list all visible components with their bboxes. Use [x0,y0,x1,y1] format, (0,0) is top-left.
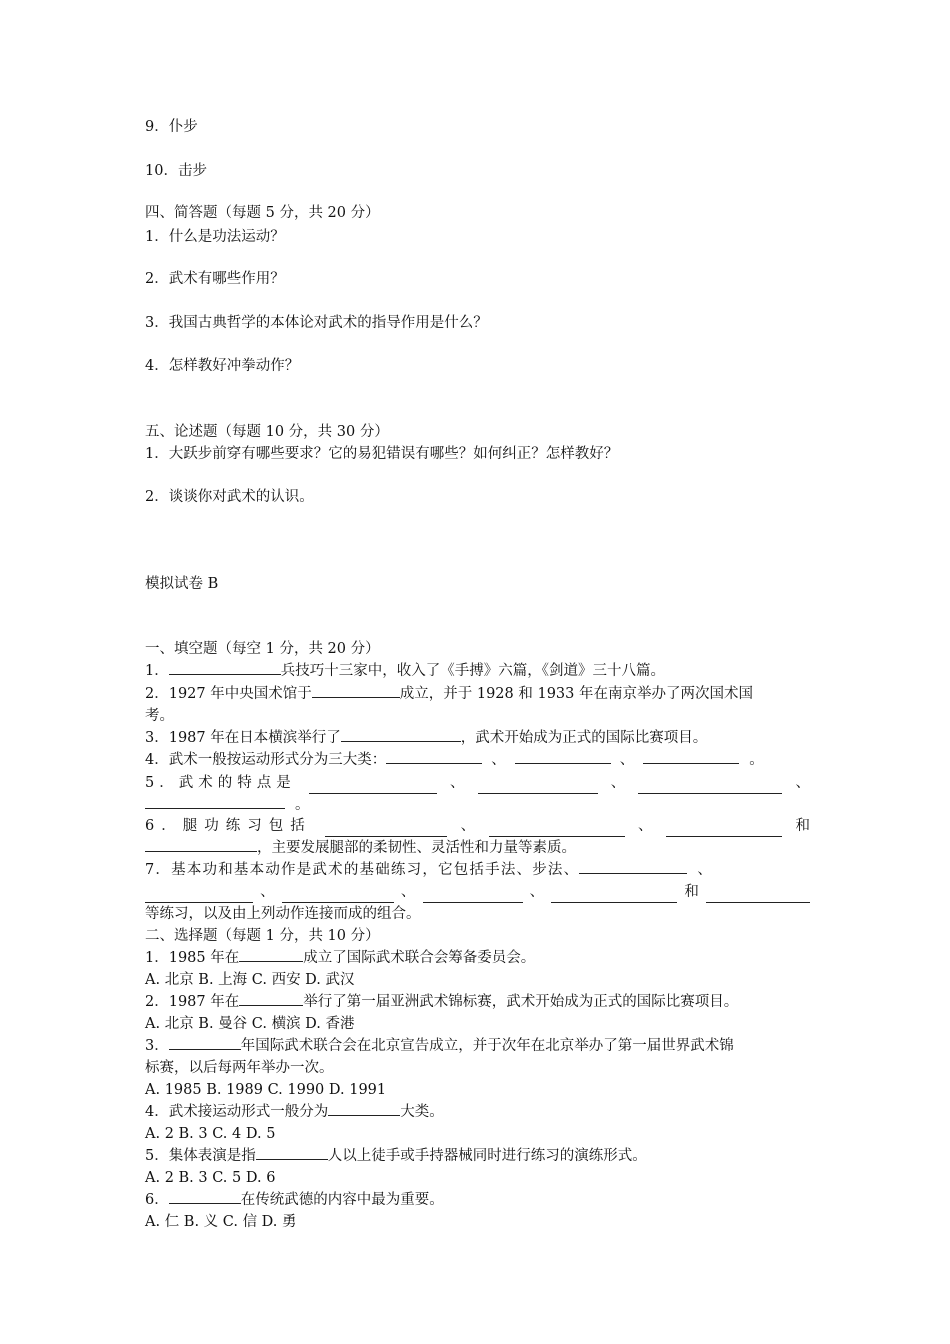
separator: 、 [795,775,810,791]
separator: 、 [460,818,476,834]
fill-q1-number: 1． [145,663,169,679]
conjunction: 和 [795,818,810,834]
fill-question-5 [145,772,810,794]
fill-question-4 [145,749,810,771]
fill-question-2-cont: 考。 [145,708,174,724]
section-5-item-1: 1．大跃步前穿有哪些要求？它的易犯错误有哪些？如何纠正？怎样教好？ [145,446,619,462]
choice-q4-text-a: 4．武术接运动形式一般分为 [145,1104,329,1120]
answer-blank[interactable] [169,1189,241,1204]
fill-q2-text-a: 2．1927 年中央国术馆于 [145,686,312,702]
choice-q5-options: A. 2 B. 3 C. 5 D. 6 [145,1170,276,1186]
section-5-heading: 五、论述题（每题 10 分，共 30 分） [145,424,389,440]
fill-q2-text-b: 成立，并于 1928 和 1933 年在南京举办了两次国术国 [399,686,753,702]
answer-blank[interactable] [638,779,782,794]
answer-blank[interactable] [489,822,625,837]
fill-question-5-cont [145,794,810,816]
answer-blank[interactable] [515,749,611,764]
period: 。 [295,797,310,813]
separator: 、 [529,884,545,900]
fill-q1-text: 兵技巧十三家中，收入了《手搏》六篇，《剑道》三十八篇。 [280,663,665,679]
fill-question-3 [145,727,810,749]
answer-blank[interactable] [551,888,677,903]
answer-blank[interactable] [169,1035,241,1050]
choice-q6-text-b: 在传统武德的内容中最为重要。 [240,1192,444,1208]
answer-blank[interactable] [325,822,447,837]
separator: 、 [697,862,712,878]
fill-question-7-cont [145,881,810,903]
fill-question-1 [145,660,810,682]
section-4-item-2: 2．武术有哪些作用？ [145,271,285,287]
section-4-item-1: 1．什么是功法运动？ [145,229,285,245]
separator: 、 [610,775,626,791]
question-9: 9．仆步 [145,119,198,135]
choice-q1-options: A. 北京 B. 上海 C. 西安 D. 武汉 [145,972,355,988]
choice-q3-number: 3． [145,1038,169,1054]
fill-q6-text: 6．腿功练习包括 [145,818,312,834]
choice-q1-text-a: 1．1985 年在 [145,950,240,966]
fill-question-6-cont [145,837,810,859]
answer-blank[interactable] [145,794,285,809]
fill-q3-text-a: 3．1987 年在日本横滨举行了 [145,730,341,746]
fill-q5-text: 5．武术的特点是 [145,775,296,791]
separator: 、 [449,775,465,791]
answer-blank[interactable] [239,947,303,962]
choice-q5-text-a: 5．集体表演是指 [145,1148,256,1164]
choice-question-4 [145,1101,810,1123]
conjunction: 和 [684,884,699,900]
answer-blank[interactable] [666,822,782,837]
fill-q3-text-b: ，武术开始成为正式的国际比赛项目。 [460,730,708,746]
choice-heading: 二、选择题（每题 1 分，共 10 分） [145,928,380,944]
answer-blank[interactable] [706,888,810,903]
choice-q2-text-a: 2．1987 年在 [145,994,240,1010]
answer-blank[interactable] [643,749,739,764]
fill-question-2 [145,683,810,705]
choice-question-6 [145,1189,810,1211]
choice-question-3-cont: 标赛，以后每两年举办一次。 [145,1060,334,1076]
choice-q5-text-b: 人以上徒手或手持器械同时进行练习的演练形式。 [327,1148,647,1164]
answer-blank[interactable] [145,888,253,903]
answer-blank[interactable] [579,859,687,874]
answer-blank[interactable] [239,991,303,1006]
fill-q6-text-b: ，主要发展腿部的柔韧性、灵活性和力量等素质。 [257,840,576,856]
answer-blank[interactable] [423,888,523,903]
question-10: 10．击步 [145,163,207,179]
fill-question-7-end: 等练习，以及由上列动作连接而成的组合。 [145,906,421,922]
section-4-item-4: 4．怎样教好冲拳动作？ [145,358,300,374]
answer-blank[interactable] [312,683,400,698]
separator: 、 [638,818,653,834]
section-4-item-3: 3．我国古典哲学的本体论对武术的指导作用是什么？ [145,315,488,331]
answer-blank[interactable] [169,660,281,675]
choice-q2-text-b: 举行了第一届亚洲武术锦标赛，武术开始成为正式的国际比赛项目。 [303,994,739,1010]
choice-q2-options: A. 北京 B. 曼谷 C. 横滨 D. 香港 [145,1016,355,1032]
choice-q1-text-b: 成立了国际武术联合会筹备委员会。 [303,950,536,966]
separator: 、 [491,752,506,768]
separator: 、 [619,752,635,768]
choice-q4-text-b: 大类。 [400,1104,444,1120]
choice-q6-number: 6． [145,1192,169,1208]
period: 。 [749,752,764,768]
answer-blank[interactable] [145,837,257,852]
separator: 、 [260,884,275,900]
answer-blank[interactable] [282,888,394,903]
fill-q7-text: 7．基本功和基本动作是武术的基础练习，它包括手法、步法、 [145,862,580,878]
answer-blank[interactable] [256,1145,328,1160]
fill-question-7 [145,859,810,881]
fill-question-6 [145,815,810,837]
paper-b-title: 模拟试卷 B [145,576,219,592]
section-5-item-2: 2．谈谈你对武术的认识。 [145,489,314,505]
answer-blank[interactable] [386,749,482,764]
choice-q6-options: A. 仁 B. 义 C. 信 D. 勇 [145,1214,297,1230]
separator: 、 [400,884,416,900]
choice-question-2 [145,991,810,1013]
choice-q3-text-b: 年国际武术联合会在北京宣告成立，并于次年在北京举办了第一届世界武术锦 [240,1038,734,1054]
choice-question-1 [145,947,810,969]
answer-blank[interactable] [478,779,598,794]
answer-blank[interactable] [341,727,461,742]
choice-question-5 [145,1145,810,1167]
fill-q4-text: 4．武术一般按运动形式分为三大类： [145,752,387,768]
answer-blank[interactable] [309,779,437,794]
choice-q3-options: A. 1985 B. 1989 C. 1990 D. 1991 [145,1082,387,1098]
section-4-heading: 四、简答题（每题 5 分，共 20 分） [145,205,380,221]
choice-question-3 [145,1035,810,1057]
answer-blank[interactable] [328,1101,400,1116]
choice-q4-options: A. 2 B. 3 C. 4 D. 5 [145,1126,276,1142]
fill-heading: 一、填空题（每空 1 分，共 20 分） [145,641,380,657]
